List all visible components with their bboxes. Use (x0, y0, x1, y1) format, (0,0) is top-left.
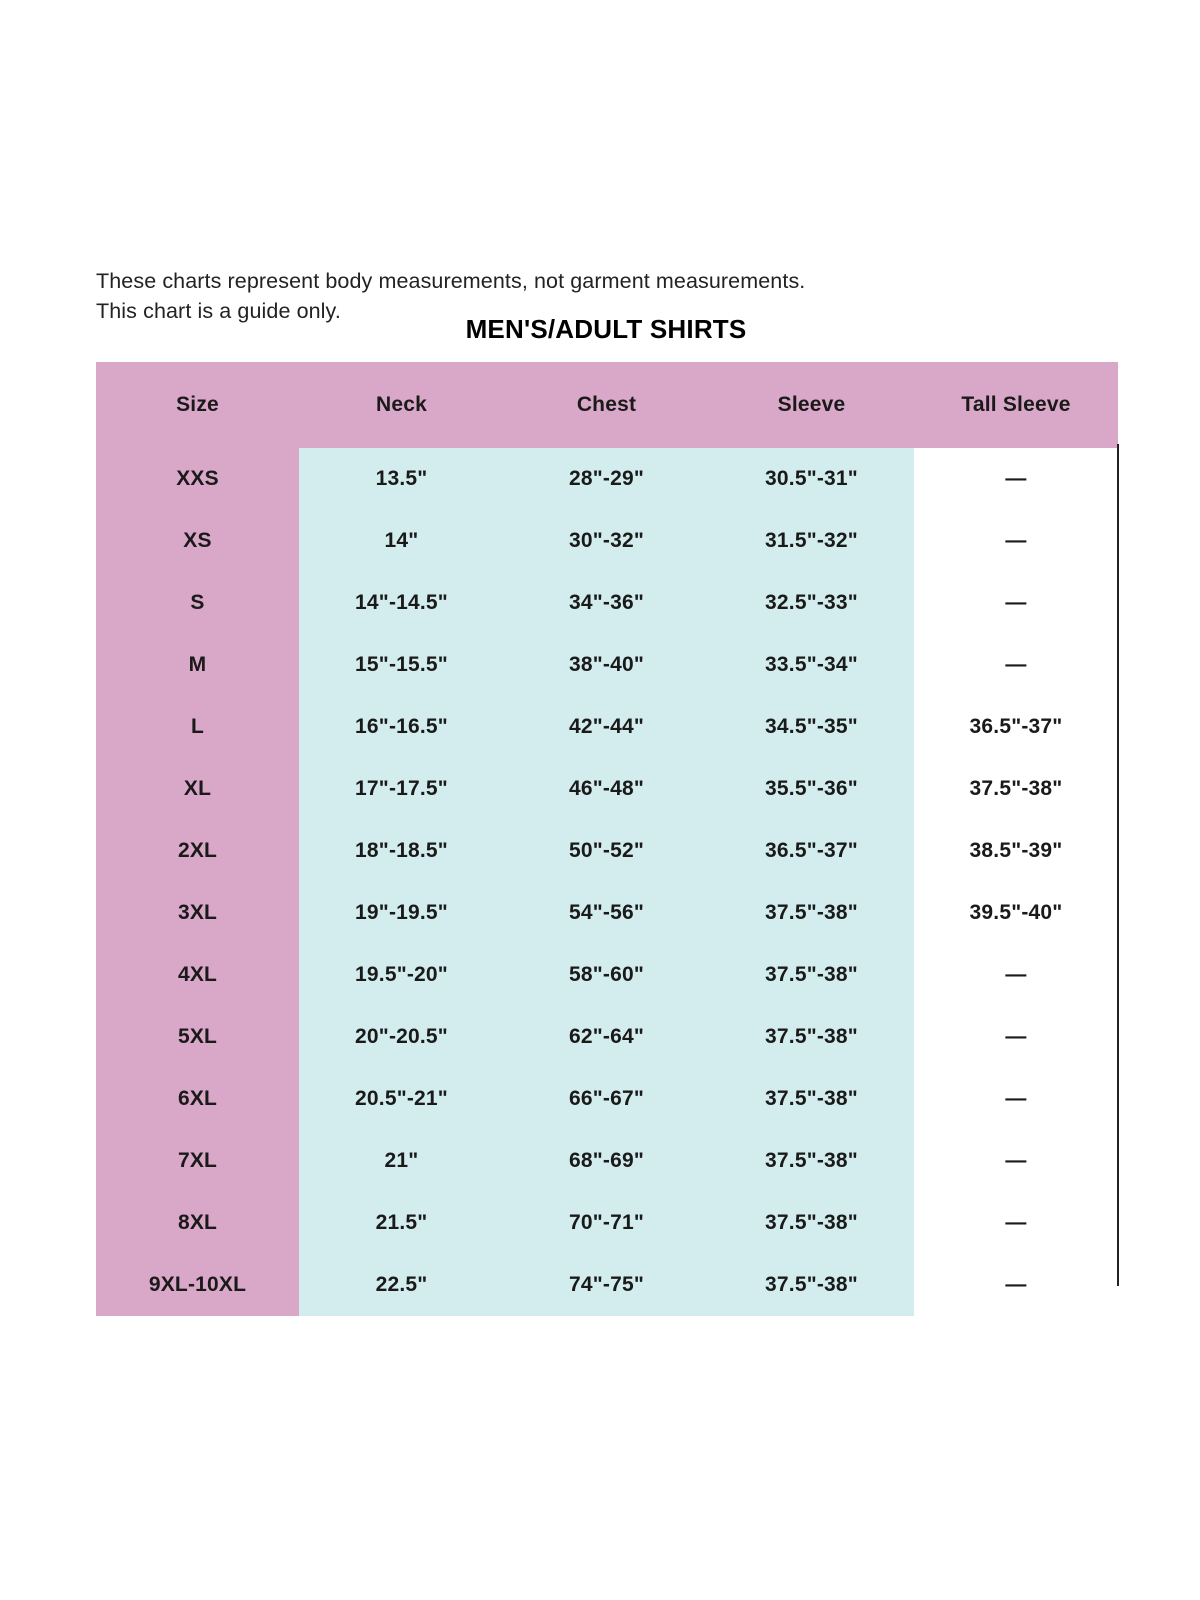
cell-neck: 20.5"-21" (299, 1068, 504, 1130)
cell-sleeve: 30.5"-31" (709, 448, 914, 510)
disclaimer-line-1: These charts represent body measurements, not garment measurements. (96, 269, 806, 293)
cell-sleeve: 37.5"-38" (709, 1006, 914, 1068)
cell-tall-sleeve: — (914, 510, 1118, 572)
cell-chest: 58"-60" (504, 944, 709, 1006)
cell-size: L (96, 696, 299, 758)
cell-neck: 18"-18.5" (299, 820, 504, 882)
cell-sleeve: 37.5"-38" (709, 882, 914, 944)
cell-tall-sleeve: — (914, 1254, 1118, 1316)
cell-sleeve: 37.5"-38" (709, 1130, 914, 1192)
cell-chest: 62"-64" (504, 1006, 709, 1068)
cell-sleeve: 35.5"-36" (709, 758, 914, 820)
cell-tall-sleeve: — (914, 448, 1118, 510)
cell-tall-sleeve: — (914, 1006, 1118, 1068)
cell-tall-sleeve: — (914, 944, 1118, 1006)
cell-tall-sleeve: 39.5"-40" (914, 882, 1118, 944)
cell-tall-sleeve: 37.5"-38" (914, 758, 1118, 820)
cell-chest: 66"-67" (504, 1068, 709, 1130)
cell-neck: 20"-20.5" (299, 1006, 504, 1068)
cell-sleeve: 37.5"-38" (709, 1068, 914, 1130)
cell-neck: 21.5" (299, 1192, 504, 1254)
table-row (96, 448, 1118, 510)
cell-sleeve: 37.5"-38" (709, 1254, 914, 1316)
table-row (96, 572, 1118, 634)
disclaimer-line-2: This chart is a guide only. (96, 299, 341, 323)
table-body (96, 448, 1118, 1316)
cell-sleeve: 37.5"-38" (709, 944, 914, 1006)
table-row (96, 1068, 1118, 1130)
cell-neck: 22.5" (299, 1254, 504, 1316)
cell-chest: 50"-52" (504, 820, 709, 882)
cell-size: M (96, 634, 299, 696)
cell-chest: 54"-56" (504, 882, 709, 944)
cell-neck: 16"-16.5" (299, 696, 504, 758)
cell-neck: 19.5"-20" (299, 944, 504, 1006)
table-header (96, 362, 1118, 448)
right-edge-rule (1117, 444, 1119, 1286)
column-header-size: Size (96, 362, 299, 448)
table-row (96, 634, 1118, 696)
table-row (96, 510, 1118, 572)
cell-size: XXS (96, 448, 299, 510)
cell-chest: 68"-69" (504, 1130, 709, 1192)
cell-neck: 13.5" (299, 448, 504, 510)
cell-size: 8XL (96, 1192, 299, 1254)
cell-size: 2XL (96, 820, 299, 882)
cell-chest: 70"-71" (504, 1192, 709, 1254)
cell-size: XL (96, 758, 299, 820)
cell-chest: 28"-29" (504, 448, 709, 510)
column-header-chest: Chest (504, 362, 709, 448)
cell-neck: 15"-15.5" (299, 634, 504, 696)
cell-size: S (96, 572, 299, 634)
cell-tall-sleeve: — (914, 1130, 1118, 1192)
cell-chest: 34"-36" (504, 572, 709, 634)
cell-neck: 19"-19.5" (299, 882, 504, 944)
cell-sleeve: 34.5"-35" (709, 696, 914, 758)
cell-tall-sleeve: — (914, 634, 1118, 696)
table-row (96, 882, 1118, 944)
cell-sleeve: 32.5"-33" (709, 572, 914, 634)
cell-neck: 14"-14.5" (299, 572, 504, 634)
table-row (96, 820, 1118, 882)
cell-size: 7XL (96, 1130, 299, 1192)
column-header-tall-sleeve: Tall Sleeve (914, 362, 1118, 448)
size-table (96, 362, 1118, 1316)
cell-chest: 42"-44" (504, 696, 709, 758)
column-header-neck: Neck (299, 362, 504, 448)
cell-neck: 14" (299, 510, 504, 572)
cell-neck: 17"-17.5" (299, 758, 504, 820)
size-table-container (96, 362, 1118, 1296)
cell-size: XS (96, 510, 299, 572)
cell-tall-sleeve: 36.5"-37" (914, 696, 1118, 758)
cell-sleeve: 33.5"-34" (709, 634, 914, 696)
table-header-row (96, 362, 1118, 448)
page-title: MEN'S/ADULT SHIRTS (465, 314, 747, 344)
cell-chest: 74"-75" (504, 1254, 709, 1316)
cell-chest: 30"-32" (504, 510, 709, 572)
cell-sleeve: 36.5"-37" (709, 820, 914, 882)
table-row (96, 1192, 1118, 1254)
cell-size: 3XL (96, 882, 299, 944)
cell-tall-sleeve: — (914, 1068, 1118, 1130)
cell-sleeve: 31.5"-32" (709, 510, 914, 572)
cell-tall-sleeve: — (914, 1192, 1118, 1254)
cell-sleeve: 37.5"-38" (709, 1192, 914, 1254)
table-row (96, 1006, 1118, 1068)
column-header-sleeve: Sleeve (709, 362, 914, 448)
table-row (96, 944, 1118, 1006)
cell-size: 9XL-10XL (96, 1254, 299, 1316)
table-row (96, 758, 1118, 820)
cell-chest: 46"-48" (504, 758, 709, 820)
cell-tall-sleeve: — (914, 572, 1118, 634)
table-row (96, 1130, 1118, 1192)
cell-size: 4XL (96, 944, 299, 1006)
cell-neck: 21" (299, 1130, 504, 1192)
table-row (96, 696, 1118, 758)
cell-chest: 38"-40" (504, 634, 709, 696)
cell-size: 5XL (96, 1006, 299, 1068)
cell-size: 6XL (96, 1068, 299, 1130)
cell-tall-sleeve: 38.5"-39" (914, 820, 1118, 882)
table-row (96, 1254, 1118, 1316)
